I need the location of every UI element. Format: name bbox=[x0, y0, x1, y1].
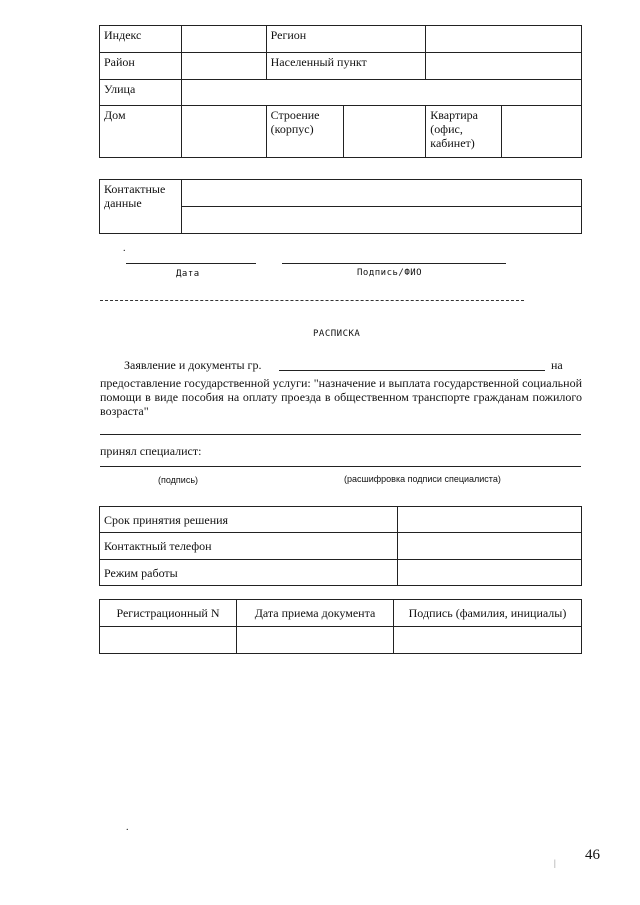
receipt-line1-suffix: на bbox=[551, 358, 563, 372]
receipt-title: РАСПИСКА bbox=[313, 329, 361, 339]
apartment-value[interactable] bbox=[502, 106, 582, 158]
date-line[interactable] bbox=[126, 263, 256, 264]
building-value[interactable] bbox=[343, 106, 426, 158]
accepted-by-label: принял специалист: bbox=[100, 444, 202, 458]
registration-value[interactable] bbox=[394, 627, 582, 654]
district-value[interactable] bbox=[181, 53, 266, 80]
citizen-name-line[interactable] bbox=[279, 370, 545, 371]
contacts-value-1[interactable] bbox=[182, 180, 582, 207]
house-label: Дом bbox=[100, 106, 182, 158]
locality-value[interactable] bbox=[426, 53, 582, 80]
specialist-line[interactable] bbox=[100, 466, 581, 467]
contacts-table bbox=[99, 179, 582, 234]
district-label: Район bbox=[100, 53, 182, 80]
info-row-value[interactable] bbox=[398, 533, 582, 560]
specialist-decode-caption: (расшифровка подписи специалиста) bbox=[344, 474, 501, 484]
registration-header: Подпись (фамилия, инициалы) bbox=[394, 600, 582, 627]
receipt-line1-prefix: Заявление и документы гр. bbox=[124, 358, 262, 372]
page-number: 46 bbox=[585, 847, 600, 863]
specialist-signature-caption: (подпись) bbox=[158, 475, 199, 485]
info-row-value[interactable] bbox=[398, 560, 582, 586]
building-label: Строение (корпус) bbox=[266, 106, 343, 158]
contacts-label: Контактные данные bbox=[100, 180, 182, 234]
contacts-value-2[interactable] bbox=[182, 207, 582, 234]
info-row-value[interactable] bbox=[398, 507, 582, 533]
info-row-label: Срок принятия решения bbox=[100, 507, 398, 533]
cut-line bbox=[100, 300, 524, 301]
info-row-label: Контактный телефон bbox=[100, 533, 398, 560]
registration-table bbox=[99, 599, 582, 654]
street-label: Улица bbox=[100, 80, 182, 106]
receipt-body: предоставление государственной услуги: "назначение и выплата государственной социальной помощи в виде пособия на оплату проезда в общественном транспорте гражданам пожилого возраста" bbox=[100, 376, 582, 418]
receipt-line-2[interactable] bbox=[100, 434, 581, 435]
date-caption: Дата bbox=[176, 269, 200, 279]
registration-header: Регистрационный N bbox=[100, 600, 237, 627]
info-row-label: Режим работы bbox=[100, 560, 398, 586]
signature-line[interactable] bbox=[282, 263, 506, 264]
registration-header: Дата приема документа bbox=[237, 600, 394, 627]
region-value[interactable] bbox=[426, 26, 582, 53]
house-value[interactable] bbox=[181, 106, 266, 158]
apartment-label: Квартира (офис, кабинет) bbox=[426, 106, 502, 158]
address-table bbox=[99, 25, 582, 158]
locality-label: Населенный пункт bbox=[266, 53, 426, 80]
index-label: Индекс bbox=[100, 26, 182, 53]
index-value[interactable] bbox=[181, 26, 266, 53]
registration-value[interactable] bbox=[100, 627, 237, 654]
street-value[interactable] bbox=[181, 80, 581, 106]
signature-caption: Подпись/ФИО bbox=[357, 268, 423, 278]
info-table bbox=[99, 506, 582, 586]
registration-value[interactable] bbox=[237, 627, 394, 654]
region-label: Регион bbox=[266, 26, 426, 53]
